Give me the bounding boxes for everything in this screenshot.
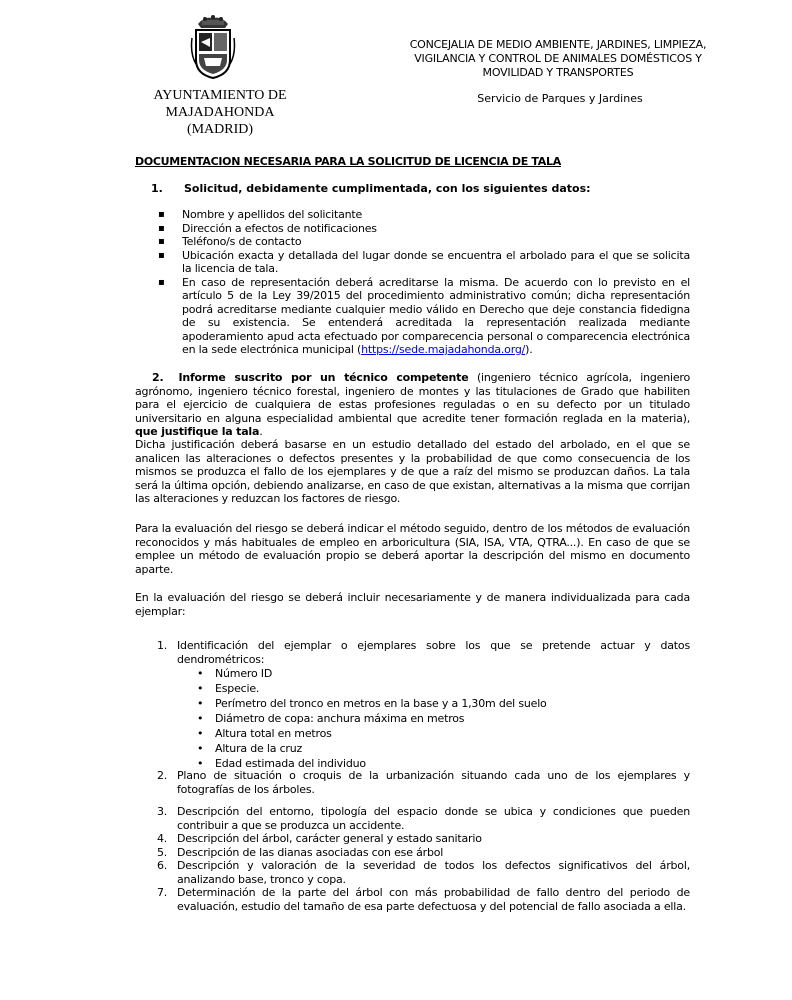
sede-link[interactable]: https://sede.majadahonda.org/ [361,343,526,356]
item-number: 4. [157,832,168,845]
sub-list-item: • Altura total en metros [197,726,690,741]
evaluation-items-list-cont [135,769,690,913]
section-1-heading [151,182,591,195]
section-body: (ingeniero técnico agrícola, ingeniero agrónomo, ingeniero técnico forestal, ingeniero de montes y las titulaciones de Grado que habiliten para el ejercicio de cualquiera de estas profesiones reguladas o en su defecto por un titulado universitario en alguna especialidad ambiental que acredite tener formación reglada en la materia), [135,371,691,425]
municipal-crest-logo [190,14,236,80]
item-text: Descripción y valoración de la severidad de todos los defectos significativos del árbol, analizando base, tronco y copa. [177,859,690,886]
sub-list-item: • Diámetro de copa: anchura máxima en metros [197,711,690,726]
department-line: MOVILIDAD Y TRANSPORTES [482,66,634,79]
item-number: 3. [157,805,168,818]
list-item [135,769,690,796]
representation-text: En caso de representación deberá acreditarse la misma. De acuerdo con lo previsto en el artículo 5 de la Ley 39/2015 del procedimiento administrativo común; dicha representación podrá acreditarse mediante cualquier medio válido en Derecho que deje constancia fidedigna de su existencia. Se entenderá acreditada la representación realizada mediante apoderamiento apud acta efectuado por comparecencia personal o comparecencia electrónica en la sede electrónica municipal ( [182,275,690,356]
municipality-line: MAJADAHONDA [165,105,275,120]
dendrometric-data-list [177,666,690,771]
evaluation-items-list [135,639,690,771]
list-item: ▪ Ubicación exacta y detallada del lugar donde se encuentra el arbolado para el que se solicita la licencia de tala. [158,249,690,276]
list-item [135,846,690,860]
link-tail: ). [525,343,533,356]
risk-method-paragraph: Para la evaluación del riesgo se deberá indicar el método seguido, dentro de los métodos de evaluación reconocidos y más habituales de empleo en arboricultura (SIA, ISA, VTA, QTRA...). En caso de que se emplee un método de evaluación propio se deberá aportar la descripción del mismo en documento aparte. [135,522,690,576]
department-line: CONCEJALIA DE MEDIO AMBIENTE, JARDINES, LIMPIEZA, [409,38,707,51]
department-name [398,38,718,80]
service-name: Servicio de Parques y Jardines [477,92,643,105]
list-item: ▪ Nombre y apellidos del solicitante [158,208,690,222]
item-number: 2. [157,769,168,782]
section-heading-text: Solicitud, debidamente cumplimentada, con los siguientes datos: [184,182,591,195]
list-item [158,276,690,357]
list-item [135,805,690,832]
document-title: DOCUMENTACION NECESARIA PARA LA SOLICITUD DE LICENCIA DE TALA [135,155,561,168]
sub-list-item: • Perímetro del tronco en metros en la base y a 1,30m del suelo [197,696,690,711]
list-item: ▪ Dirección a efectos de notificaciones [158,222,690,236]
section-number: 1. [151,182,163,195]
item-text: Determinación de la parte del árbol con más probabilidad de fallo dentro del periodo de evaluación, estudio del tamaño de esa parte defectuosa y del potencial de fallo asociada a ella. [177,886,690,913]
municipality-line: AYUNTAMIENTO DE [153,88,287,103]
applicant-data-list [158,208,690,357]
list-item [135,639,690,771]
section-emphasis: que justifique la tala [135,425,260,438]
item-number: 5. [157,845,168,859]
list-item: ▪ Teléfono/s de contacto [158,235,690,249]
item-text: Descripción del árbol, carácter general y estado sanitario [177,832,482,845]
justification-paragraph: Dicha justificación deberá basarse en un estudio detallado del estado del arbolado, en el que se analicen las alteraciones o defectos presentes y la probabilidad de que como consecuencia de los mismos se produzca el fallo de los ejemplares y de que a raíz del mismo se produzcan daños. La tala será la última opción, debiendo analizarse, en caso de que existan, alternativas a la misma que corrijan las alteraciones y reduzcan los factores de riesgo. [135,438,690,505]
municipality-line: (MADRID) [186,122,254,137]
section-end: . [259,425,263,438]
item-number: 7. [157,886,168,899]
sub-list-item: • Edad estimada del individuo [197,756,690,771]
item-text: Identificación del ejemplar o ejemplares sobre los que se pretende actuar y datos dendrométricos: [177,639,690,666]
item-number: 6. [157,859,168,872]
sub-list-item: • Número ID [197,666,690,681]
list-item [135,886,690,913]
item-text: Descripción de las dianas asociadas con ese árbol [177,845,444,859]
risk-evaluation-intro: En la evaluación del riesgo se deberá incluir necesariamente y de manera individualizada para cada ejemplar: [135,591,690,618]
item-text: Descripción del entorno, tipología del espacio donde se ubica y condiciones que pueden contribuir a que se produzca un accidente. [177,805,690,832]
sub-list-item: • Especie. [197,681,690,696]
municipality-name [130,87,310,138]
list-item [135,859,690,886]
list-item [135,832,690,846]
section-number: 2. [152,371,164,384]
department-line: VIGILANCIA Y CONTROL DE ANIMALES DOMÉSTICOS Y [414,52,702,65]
sub-list-item: • Altura de la cruz [197,741,690,756]
section-heading-text: Informe suscrito por un técnico competente [178,371,469,384]
item-number: 1. [157,639,168,652]
section-2-paragraph [135,371,690,439]
item-text: Plano de situación o croquis de la urbanización situando cada uno de los ejemplares y fotografías de los árboles. [177,769,690,796]
